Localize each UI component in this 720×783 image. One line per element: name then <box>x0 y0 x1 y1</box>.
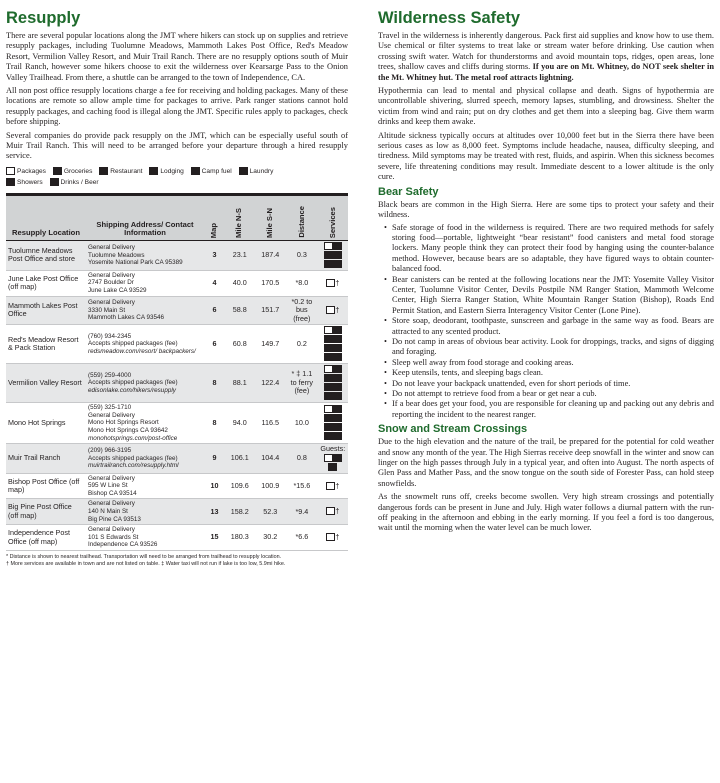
distance-cell: 0.2 <box>286 325 318 364</box>
resupply-table <box>6 193 348 551</box>
service-icon <box>324 423 333 431</box>
resupply-title: Resupply <box>6 9 81 27</box>
address-cell <box>86 364 204 403</box>
map-cell: 8 <box>204 364 225 403</box>
resupply-paragraph-1: There are several popular locations along the JMT where hikers can stock up on supplies and retrieve resupply packages, including Tuolumne Meadows, Mammoth Lakes Post Office, Red's Meadow Resort, Vermilion Valley Resort, and Muir Trail Ranch. There are no resupply options south of Muir Trail Ranch, however some hikers choose to exit the wilderness over Kearsarge Pass to the Onion Valley Trailhead. From there, a shuttle can be arranged to the town of Independence, CA. <box>6 31 348 82</box>
mile-sn-cell: 187.4 <box>254 240 286 270</box>
service-icon <box>333 414 342 422</box>
table-row <box>6 499 348 525</box>
mile-ns-cell: 60.8 <box>225 325 254 364</box>
legend-item: Lodging <box>149 166 183 177</box>
service-icon <box>324 432 333 440</box>
service-icon <box>324 353 333 361</box>
snow-title: Snow and Stream Crossings <box>378 423 528 436</box>
address-cell <box>86 296 204 325</box>
table-row <box>6 444 348 474</box>
mile-sn-cell: 104.4 <box>254 444 286 474</box>
address-line: 3330 Main St <box>88 306 126 314</box>
list-item: • Do not leave your backpack unattended, even for short periods of time. <box>378 379 714 389</box>
header-mile-sn: Mile S-N <box>254 196 286 240</box>
service-icon <box>333 335 342 343</box>
table-row <box>6 473 348 499</box>
services-note: Guests: <box>320 444 346 454</box>
list-item: • Bear canisters can be rented at the following locations near the JMT: Yosemite Valley Visitor Center, Tuolumne Visitor Center, Devils Postpile NM Ranger Station, Mammoth Welcome Center, High Sierra Ranger Station, White Mountain Ranger Station (Bishop), Roads End Permit Station, and Eastern Sierra Interagency Visitor Center (Lone Pine). <box>378 275 714 317</box>
services-cell <box>318 364 348 403</box>
address-line: Bishop CA 93514 <box>88 489 137 497</box>
address-line: Accepts shipped packages (fee) <box>88 454 178 462</box>
location-cell: Muir Trail Ranch <box>6 444 86 474</box>
camp-fuel-icon <box>191 167 200 175</box>
laundry-icon <box>239 167 248 175</box>
footnote: * Distance is shown to nearest trailhead. Transportation will need to be arranged from trailhead to resupply location. <box>6 553 282 560</box>
distance-cell: 0.3 <box>286 240 318 270</box>
services-cell <box>318 499 348 525</box>
bear-tips-list <box>378 223 714 421</box>
address-line: June Lake CA 93529 <box>88 287 147 295</box>
location-cell: Vermilion Valley Resort <box>6 364 86 403</box>
service-icon <box>333 344 342 352</box>
address-line: (760) 934-2345 <box>88 332 132 340</box>
wilderness-paragraph-1: Travel in the wilderness is inherently dangerous. Pack first aid supplies and know how to use them. Use chemical or filter systems to treat lake or stream water before drinking. Use caution when crossing swift water. Watch for thunderstorms and avoid mountain tops, ridges, open areas, lone trees, shallow caves and cliffs during storms. If you are on Mt. Whitney, do NOT seek shelter in the Mt. Whitney hut. The metal roof attracts lightning. <box>378 31 715 82</box>
table-row <box>6 525 348 551</box>
services-cell <box>318 403 348 444</box>
mile-ns-cell: 40.0 <box>225 270 254 296</box>
address-cell <box>86 473 204 499</box>
map-cell: 8 <box>204 403 225 444</box>
address-line: redsmeadow.com/resort/ backpackers/ <box>88 347 196 355</box>
mile-sn-cell: 100.9 <box>254 473 286 499</box>
address-line: Mono Hot Springs CA 93642 <box>88 426 168 434</box>
services-cell <box>318 444 348 474</box>
packages-icon <box>326 306 335 314</box>
bear-intro: Black bears are common in the High Sierra. Here are some tips to protect your safety and their wildness. <box>378 199 714 220</box>
table-footnotes <box>6 554 348 568</box>
resupply-paragraph-3: Several companies do provide pack resupply on the JMT, which can be especially useful south of Muir Trail Ranch. This will need to be arranged before your departure through a hired resupply service. <box>6 130 348 161</box>
distance-cell: *8.0 <box>286 270 318 296</box>
location-cell: Tuolumne Meadows Post Office and store <box>6 240 86 270</box>
address-line: General Delivery <box>88 474 135 482</box>
packages-icon <box>326 533 335 541</box>
service-icon <box>324 335 333 343</box>
address-line: monohotsprings.com/post-office <box>88 434 178 442</box>
location-cell: Bishop Post Office (off map) <box>6 473 86 499</box>
address-line: (559) 325-1710 <box>88 404 132 412</box>
address-line: Mammoth Lakes CA 93546 <box>88 314 164 322</box>
service-icon <box>324 414 333 422</box>
mile-ns-cell: 88.1 <box>225 364 254 403</box>
map-cell: 15 <box>204 525 225 551</box>
service-icon <box>333 353 342 361</box>
packages-icon <box>326 279 335 287</box>
map-cell: 6 <box>204 325 225 364</box>
whitney-warning: If you are on Mt. Whitney, do NOT seek shelter in the Mt. Whitney hut. The metal roof attracts lightning. <box>378 62 715 82</box>
table-row <box>6 403 348 444</box>
list-item: • If a bear does get your food, you are responsible for cleaning up and packing out any debris and reporting the incident to the nearest ranger. <box>378 399 714 420</box>
packages-icon <box>324 242 333 250</box>
address-line: Tuolumne Meadows <box>88 251 145 259</box>
address-line: edisonlake.com/hikers/resupply <box>88 386 176 394</box>
legend-item: Showers <box>6 177 43 188</box>
location-cell: Big Pine Post Office (off map) <box>6 499 86 525</box>
address-line: General Delivery <box>88 299 135 307</box>
service-icon <box>328 463 337 471</box>
services-cell <box>318 270 348 296</box>
address-line: 595 W Line St <box>88 482 128 490</box>
services-cell <box>318 525 348 551</box>
header-location: Resupply Location <box>6 196 86 240</box>
packages-icon <box>6 167 15 175</box>
legend-item: Groceries <box>53 166 93 177</box>
address-line: (209) 966-3195 <box>88 446 132 454</box>
service-icon <box>333 383 342 391</box>
distance-cell: *0.2 to bus (free) <box>286 296 318 325</box>
header-services: Services <box>318 196 348 240</box>
map-cell: 4 <box>204 270 225 296</box>
services-mark: † <box>335 480 340 490</box>
services-mark: † <box>335 278 340 288</box>
packages-icon <box>324 405 333 413</box>
showers-icon <box>6 178 15 186</box>
list-item: • Sleep well away from food storage and cooking areas. <box>378 358 714 368</box>
map-cell: 3 <box>204 240 225 270</box>
mile-ns-cell: 180.3 <box>225 525 254 551</box>
table-row <box>6 325 348 364</box>
service-icon <box>333 432 342 440</box>
bear-title: Bear Safety <box>378 185 439 198</box>
map-cell: 10 <box>204 473 225 499</box>
address-line: Mono Hot Springs Resort <box>88 419 159 427</box>
wilderness-title: Wilderness Safety <box>378 9 520 27</box>
address-line: (559) 259-4000 <box>88 371 132 379</box>
distance-cell: 10.0 <box>286 403 318 444</box>
distance-cell: *6.6 <box>286 525 318 551</box>
snow-paragraph-1: Due to the high elevation and the nature of the trail, be prepared for the potential for cold weather and snow any month of the year. The High Sierras receive deep snowfall in the winter and snow can linger on the high passes through July in a typical year, and often into August. The north aspects of Glen Pass and Mather Pass, and the snow tongue on the south side of Forester Pass, can hold steep snowfields. <box>378 437 714 488</box>
address-cell <box>86 270 204 296</box>
mile-ns-cell: 94.0 <box>225 403 254 444</box>
resupply-paragraph-2: All non post office resupply locations charge a fee for receiving and holding packages. Many of these locations are remote so allow ample time for packages to arrive. Park ranger stations cannot hold resupply packages, and caching food is illegal along the JMT. Specific rules apply to packages, check before shipping. <box>6 86 348 127</box>
services-legend <box>6 166 348 189</box>
location-cell: Mammoth Lakes Post Office <box>6 296 86 325</box>
mile-sn-cell: 52.3 <box>254 499 286 525</box>
table-row <box>6 364 348 403</box>
address-line: muirtrailranch.com/resupply.html <box>88 462 179 470</box>
service-icon <box>333 454 342 462</box>
mile-sn-cell: 116.5 <box>254 403 286 444</box>
service-icon <box>324 392 333 400</box>
services-mark: † <box>335 506 340 516</box>
address-line: Big Pine CA 93513 <box>88 515 141 523</box>
mile-ns-cell: 158.2 <box>225 499 254 525</box>
services-cell <box>318 325 348 364</box>
groceries-icon <box>53 167 62 175</box>
mile-sn-cell: 122.4 <box>254 364 286 403</box>
map-cell: 9 <box>204 444 225 474</box>
services-mark: † <box>335 532 340 542</box>
hypothermia-paragraph: Hypothermia can lead to mental and physical collapse and death. Signs of hypothermia are uncontrollable shivering, slurred speech, memory lapses, stumbling, and drowsiness. Shelter the victim from wind and rain; put on dry clothes and get them into a sleeping bag. Give them warm drinks and keep them awake. <box>378 86 714 127</box>
address-line: 2747 Boulder Dr <box>88 279 134 287</box>
mile-ns-cell: 106.1 <box>225 444 254 474</box>
service-icon <box>333 242 342 250</box>
mile-ns-cell: 109.6 <box>225 473 254 499</box>
address-line: General Delivery <box>88 500 135 508</box>
packages-icon <box>324 365 333 373</box>
location-cell: June Lake Post Office (off map) <box>6 270 86 296</box>
header-address: Shipping Address/ Contact Information <box>86 196 204 240</box>
legend-item: Drinks / Beer <box>50 177 99 188</box>
address-line: General Delivery <box>88 243 135 251</box>
drinks-beer-icon <box>50 178 59 186</box>
packages-icon <box>324 326 333 334</box>
location-cell: Mono Hot Springs <box>6 403 86 444</box>
service-icon <box>324 344 333 352</box>
list-item: • Do not camp in areas of obvious bear activity. Look for droppings, tracks, and signs of digging and foraging. <box>378 337 714 358</box>
address-line: Accepts shipped packages (fee) <box>88 379 178 387</box>
service-icon <box>333 405 342 413</box>
restaurant-icon <box>99 167 108 175</box>
table-row <box>6 296 348 325</box>
table-row <box>6 270 348 296</box>
address-line: 101 S Edwards St <box>88 533 139 541</box>
service-icon <box>333 251 342 259</box>
legend-item: Laundry <box>239 166 274 177</box>
services-cell <box>318 296 348 325</box>
header-mile-ns: Mile N-S <box>225 196 254 240</box>
address-line: Accepts shipped packages (fee) <box>88 340 178 348</box>
address-line: Independence CA 93526 <box>88 541 158 549</box>
list-item: • Keep utensils, tents, and sleeping bags clean. <box>378 368 714 378</box>
header-distance: Distance <box>286 196 318 240</box>
distance-cell: *9.4 <box>286 499 318 525</box>
services-cell <box>318 240 348 270</box>
footnote: † More services are available in town and are not listed on table. ‡ Water taxi will not run if lake is too low, 5.9mi hike. <box>6 560 286 567</box>
mile-sn-cell: 30.2 <box>254 525 286 551</box>
location-cell: Red's Meadow Resort & Pack Station <box>6 325 86 364</box>
distance-cell: 0.8 <box>286 444 318 474</box>
service-icon <box>324 374 333 382</box>
service-icon <box>324 260 333 268</box>
address-line: 140 N Main St <box>88 508 128 515</box>
service-icon <box>333 326 342 334</box>
address-line: General Delivery <box>88 271 135 279</box>
legend-item: Restaurant <box>99 166 142 177</box>
map-cell: 13 <box>204 499 225 525</box>
mile-ns-cell: 58.8 <box>225 296 254 325</box>
service-icon <box>333 365 342 373</box>
distance-cell: *15.6 <box>286 473 318 499</box>
mile-sn-cell: 151.7 <box>254 296 286 325</box>
address-cell <box>86 499 204 525</box>
address-line: Yosemite National Park CA 95389 <box>88 259 183 267</box>
service-icon <box>333 423 342 431</box>
distance-cell: * ‡ 1.1 to ferry (fee) <box>286 364 318 403</box>
services-cell <box>318 473 348 499</box>
address-cell <box>86 525 204 551</box>
header-map: Map <box>204 196 225 240</box>
service-icon <box>333 374 342 382</box>
address-cell <box>86 240 204 270</box>
packages-icon <box>326 507 335 515</box>
mile-sn-cell: 170.5 <box>254 270 286 296</box>
safety-column <box>378 0 714 534</box>
resupply-column <box>6 0 348 568</box>
address-line: General Delivery <box>88 526 135 534</box>
altitude-paragraph: Altitude sickness typically occurs at altitudes over 10,000 feet but in the Sierra there have been serious cases as low as 8,000 feet. Symptoms include headache, nausea, difficulty sleeping, and tiredness. Mild symptoms may be treated with rest, fluids, and aspirin. When this sickness becomes severe, life threatening conditions may result. Immediate descent to a lower altitude is the only cure. <box>378 130 714 182</box>
table-row <box>6 240 348 270</box>
packages-icon <box>324 454 333 462</box>
lodging-icon <box>149 167 158 175</box>
list-item: • Do not attempt to retrieve food from a bear or get near a cub. <box>378 389 714 399</box>
service-icon <box>324 383 333 391</box>
address-cell <box>86 403 204 444</box>
service-icon <box>333 260 342 268</box>
packages-icon <box>326 482 335 490</box>
snow-paragraph-2: As the snowmelt runs off, creeks become swollen. Very high stream crossings and potentially dangerous fords can be present in June and July. High water follows a diurnal pattern with the run-off peaking in the afternoon and ebbing in the early morning. If you feel a ford is too dangerous, wait until the morning when the water level can be much lower. <box>378 492 714 533</box>
address-line: General Delivery <box>88 411 135 419</box>
map-cell: 6 <box>204 296 225 325</box>
legend-item: Camp fuel <box>191 166 232 177</box>
list-item: • Store soap, deodorant, toothpaste, sunscreen and garbage in the same way as food. Bears are attracted to any scented product. <box>378 316 714 337</box>
service-icon <box>324 251 333 259</box>
list-item: • Safe storage of food in the wilderness is required. There are two required methods for safely storing food—portable, lightweight “bear resistant” food canisters and metal food storage lockers. Many people think they can protect their food by hanging using the counter-balance method. However, because bears are so adaptable, they have figured ways to obtain counter-balanced food. <box>378 223 714 275</box>
address-cell <box>86 444 204 474</box>
legend-item: Packages <box>6 166 46 177</box>
services-mark: † <box>335 305 340 315</box>
mile-sn-cell: 149.7 <box>254 325 286 364</box>
mile-ns-cell: 23.1 <box>225 240 254 270</box>
location-cell: Independence Post Office (off map) <box>6 525 86 551</box>
address-cell <box>86 325 204 364</box>
service-icon <box>333 392 342 400</box>
